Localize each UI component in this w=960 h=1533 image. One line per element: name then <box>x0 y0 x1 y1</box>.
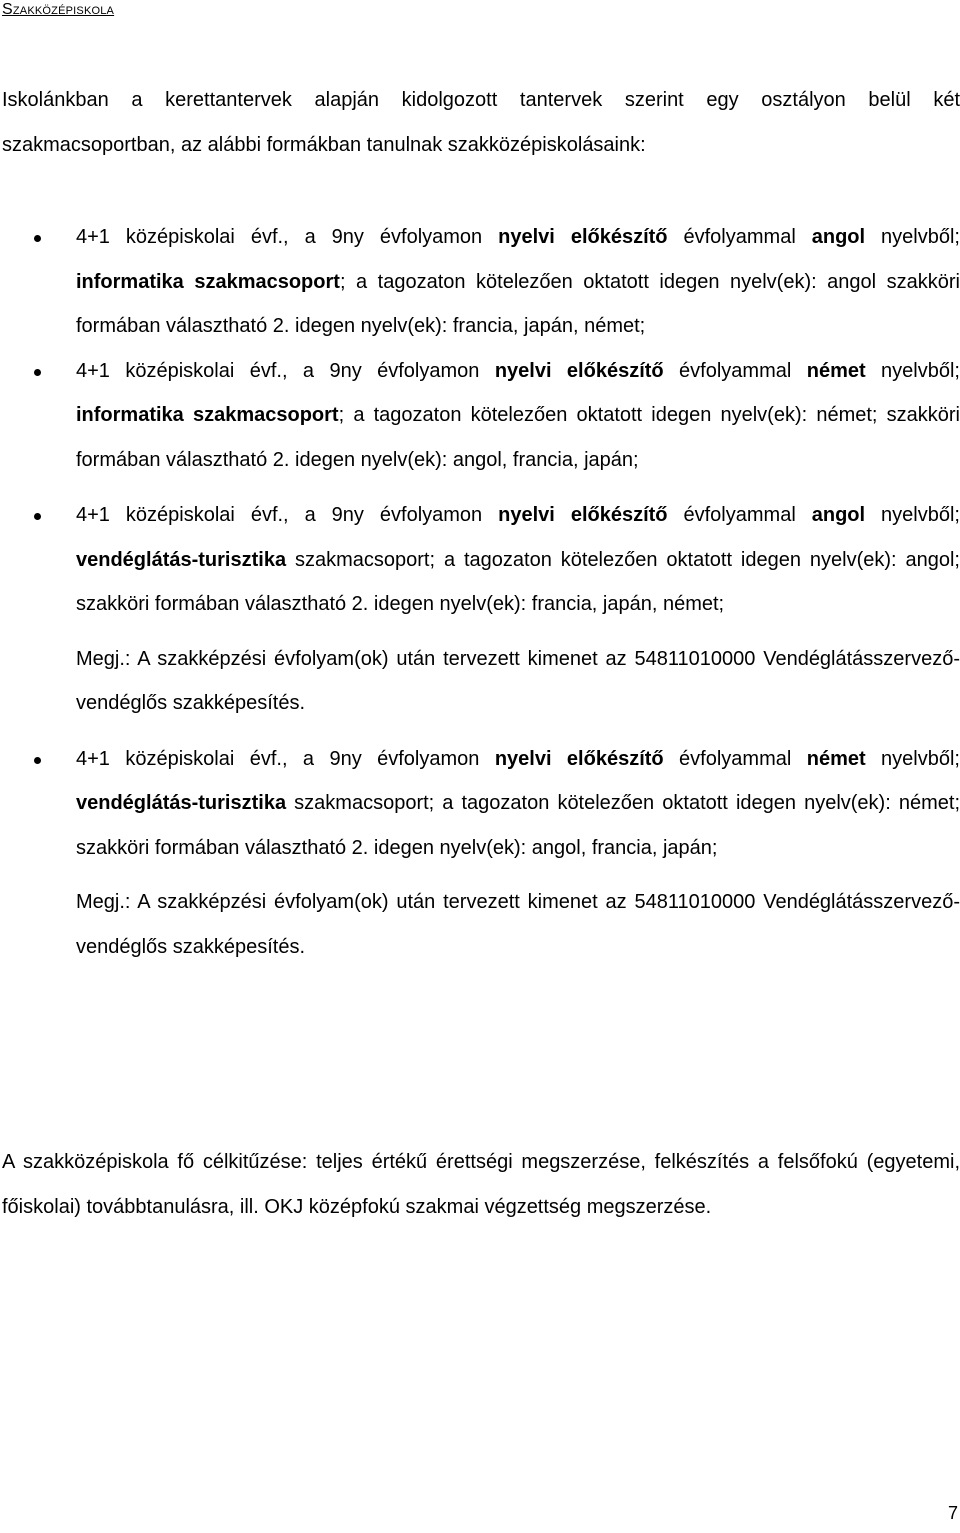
bold-run: nyelvi előkészítő <box>498 504 668 526</box>
bullet-icon <box>34 513 41 520</box>
bullet-icon <box>34 235 41 242</box>
conclusion-paragraph: A szakközépiskola fő célkitűzése: teljes értékű érettségi megszerzése, felkészítés a felsőfokú (egyetemi, főiskolai) továbbtanulásra, ill. OKJ középfokú szakmai végzettség megszerzése. <box>2 1151 960 1218</box>
text-run: nyelvből; <box>865 747 960 770</box>
list-item-text <box>76 493 960 627</box>
note-text: Megj.: A szakképzési évfolyam(ok) után tervezett kimenet az 54811010000 Vendéglátásszervező-vendéglős szakképesítés. <box>76 891 960 958</box>
list-item <box>0 737 960 970</box>
text-run: ; a tagozaton kötelezően oktatott idegen nyelv(ek): angol szakköri formában választható 2. idegen nyelv(ek): francia, japán, német; <box>76 270 960 337</box>
list-item-text <box>76 737 960 871</box>
text-run: 4+1 középiskolai évf., a 9ny évfolyamon <box>76 504 499 526</box>
list-item <box>0 349 960 483</box>
text-run: évfolyammal <box>663 747 807 770</box>
bold-run: angol <box>811 504 866 526</box>
intro-paragraph: Iskolánkban a kerettantervek alapján kidolgozott tantervek szerint egy osztályon belül két szakmacsoportban, az alábbi formákban tanulnak szakközépiskolásaink: <box>2 89 960 156</box>
bold-run: vendéglátás-turisztika <box>76 548 287 571</box>
bullet-icon <box>34 369 41 376</box>
text-run: évfolyammal <box>663 359 807 382</box>
text-run: 4+1 középiskolai évf., a 9ny évfolyamon <box>76 226 499 248</box>
bold-run: angol <box>811 226 866 248</box>
bold-run: nyelvi előkészítő <box>498 226 668 248</box>
bold-run: informatika szakmacsoport <box>76 270 340 293</box>
bold-run: informatika szakmacsoport <box>76 404 339 426</box>
text-run: 4+1 középiskolai évf., a 9ny évfolyamon <box>76 359 495 382</box>
bold-run: nyelvi előkészítő <box>494 747 664 770</box>
list-item <box>0 215 960 349</box>
text-run: évfolyammal <box>667 226 812 248</box>
bold-run: német <box>806 747 866 770</box>
bold-run: vendéglátás-turisztika <box>76 792 287 814</box>
text-run: 4+1 középiskolai évf., a 9ny évfolyamon <box>76 747 495 770</box>
text-run: nyelvből; <box>865 226 960 248</box>
text-run: évfolyammal <box>667 504 812 526</box>
list-item <box>0 493 960 726</box>
text-run: szakmacsoport; a tagozaton kötelezően oktatott idegen nyelv(ek): angol; szakköri formában választható 2. idegen nyelv(ek): francia, japán, német; <box>76 548 960 615</box>
bold-run: nyelvi előkészítő <box>494 359 664 382</box>
list-item-text <box>76 349 960 483</box>
text-run: nyelvből; <box>865 504 960 526</box>
bullet-icon <box>34 757 41 764</box>
note-text: Megj.: A szakképzési évfolyam(ok) után tervezett kimenet az 54811010000 Vendéglátásszervező-vendéglős szakképesítés. <box>76 647 960 714</box>
text-run: nyelvből; <box>865 359 960 382</box>
section-heading: Szakközépiskola <box>2 1 115 18</box>
list-item-text <box>76 215 960 349</box>
page-number: 7 <box>947 1503 958 1523</box>
text-run: ; a tagozaton kötelezően oktatott idegen nyelv(ek): német; szakköri formában választható 2. idegen nyelv(ek): angol, francia, japán; <box>76 404 960 471</box>
text-run: szakmacsoport; a tagozaton kötelezően oktatott idegen nyelv(ek): német; szakköri formában választható 2. idegen nyelv(ek): angol, francia, japán; <box>76 792 960 859</box>
bold-run: német <box>806 359 866 382</box>
program-list <box>0 215 960 969</box>
